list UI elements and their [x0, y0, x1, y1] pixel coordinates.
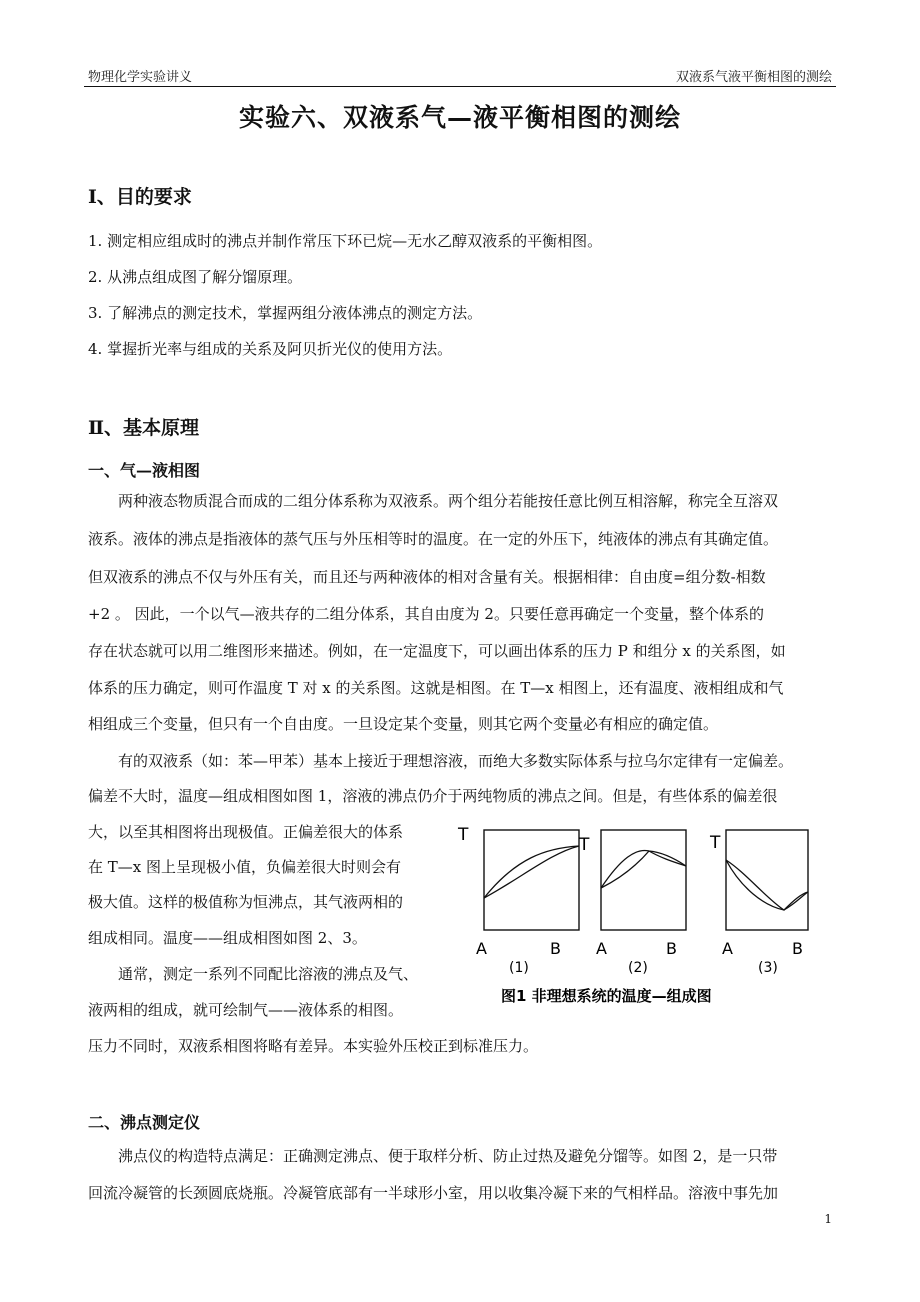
header-left: 物理化学实验讲义: [88, 70, 193, 85]
diagram-frame: [726, 830, 808, 930]
phase-diagram-figure: [446, 818, 836, 1010]
body-line: 回流冷凝管的长颈圆底烧瓶。冷凝管底部有一半球形小室，用以收集冷凝下来的气相样品。溶液中事先加: [88, 1184, 779, 1202]
t-axis-label: T: [458, 825, 469, 845]
b-axis-label: B: [666, 939, 677, 958]
t-axis-label: T: [710, 833, 721, 853]
body-line: 液两相的组成，就可绘制气——液体系的相图。: [88, 1001, 404, 1019]
objective-item-4: 4. 掌握折光率与组成的关系及阿贝折光仪的使用方法。: [88, 340, 453, 358]
body-line: 大，以至其相图将出现极值。正偏差很大的体系: [88, 823, 404, 841]
liquid-curve: [484, 846, 579, 898]
objective-item-2: 2. 从沸点组成图了解分馏原理。: [88, 268, 303, 286]
diagram-frame: [484, 830, 579, 930]
diagram-panel-1: [457, 825, 579, 976]
header-rule: [84, 86, 836, 87]
body-line: 液系。液体的沸点是指液体的蒸气压与外压相等时的温度。在一定的外压下，纯液体的沸点有其确定值。: [88, 530, 779, 548]
body-line: +2 。 因此，一个以气—液共存的二组分体系，其自由度为 2。只要任意再确定一个变量，整个体系的: [88, 605, 764, 623]
vapor-curve: [726, 860, 808, 910]
objective-item-3: 3. 了解沸点的测定技术，掌握两组分液体沸点的测定方法。: [88, 304, 483, 322]
diagram-panel-2: [578, 830, 686, 976]
body-line: 沸点仪的构造特点满足：正确测定沸点、便于取样分析、防止过热及避免分馏等。如图 2，是一只带: [118, 1147, 778, 1165]
sub1-heading: 一、气—液相图: [88, 461, 201, 480]
body-line: 通常，测定一系列不同配比溶液的沸点及气、: [118, 965, 419, 983]
body-line: 体系的压力确定，则可作温度 T 对 x 的关系图。这就是相图。在 T—x 相图上，还有温度、液相组成和气: [88, 679, 784, 697]
a-axis-label: A: [476, 939, 487, 958]
page-title: 实验六、双液系气—液平衡相图的测绘: [238, 103, 681, 132]
figure-caption: 图1 非理想系统的温度—组成图: [501, 987, 712, 1005]
b-axis-label: B: [792, 939, 803, 958]
diagram-frame: [601, 830, 686, 930]
liquid-curve: [601, 851, 686, 888]
panel-number: (1): [509, 960, 529, 976]
section1-heading: Ⅰ、目的要求: [88, 186, 192, 208]
body-line: 存在状态就可以用二维图形来描述。例如，在一定温度下，可以画出体系的压力 P 和组分 x 的关系图，如: [88, 642, 786, 660]
sub2-heading: 二、沸点测定仪: [88, 1113, 201, 1132]
header-right: 双液系气液平衡相图的测绘: [675, 70, 832, 85]
body-line: 相组成三个变量，但只有一个自由度。一旦设定某个变量，则其它两个变量必有相应的确定值。: [88, 715, 719, 733]
body-line: 组成相同。温度——组成相图如图 2、3。: [88, 929, 367, 947]
panel-number: (2): [628, 960, 648, 976]
page-number: 1: [824, 1212, 832, 1226]
objective-item-1: 1. 测定相应组成时的沸点并制作常压下环已烷—无水乙醇双液系的平衡相图。: [88, 232, 603, 250]
body-line: 有的双液系（如：苯—甲苯）基本上接近于理想溶液，而绝大多数实际体系与拉乌尔定律有一定偏差。: [118, 752, 794, 770]
t-axis-label: T: [579, 835, 590, 855]
body-line: 极大值。这样的极值称为恒沸点，其气液两相的: [88, 893, 404, 911]
body-line: 两种液态物质混合而成的二组分体系称为双液系。两个组分若能按任意比例互相溶解，称完全互溶双: [118, 492, 779, 510]
diagram-panel-3: [709, 830, 808, 976]
a-axis-label: A: [596, 939, 607, 958]
body-line: 偏差不大时，温度—组成相图如图 1，溶液的沸点仍介于两纯物质的沸点之间。但是，有些体系的偏差很: [88, 787, 778, 805]
section2-heading: Ⅱ、基本原理: [88, 417, 200, 439]
body-line: 在 T—x 图上呈现极小值，负偏差很大时则会有: [88, 858, 402, 876]
panel-number: (3): [758, 960, 778, 976]
body-line: 但双液系的沸点不仅与外压有关，而且还与两种液体的相对含量有关。根据相律：自由度=组分数-相数: [88, 568, 766, 586]
a-axis-label: A: [722, 939, 733, 958]
body-line: 压力不同时，双液系相图将略有差异。本实验外压校正到标准压力。: [88, 1037, 539, 1055]
b-axis-label: B: [550, 939, 561, 958]
